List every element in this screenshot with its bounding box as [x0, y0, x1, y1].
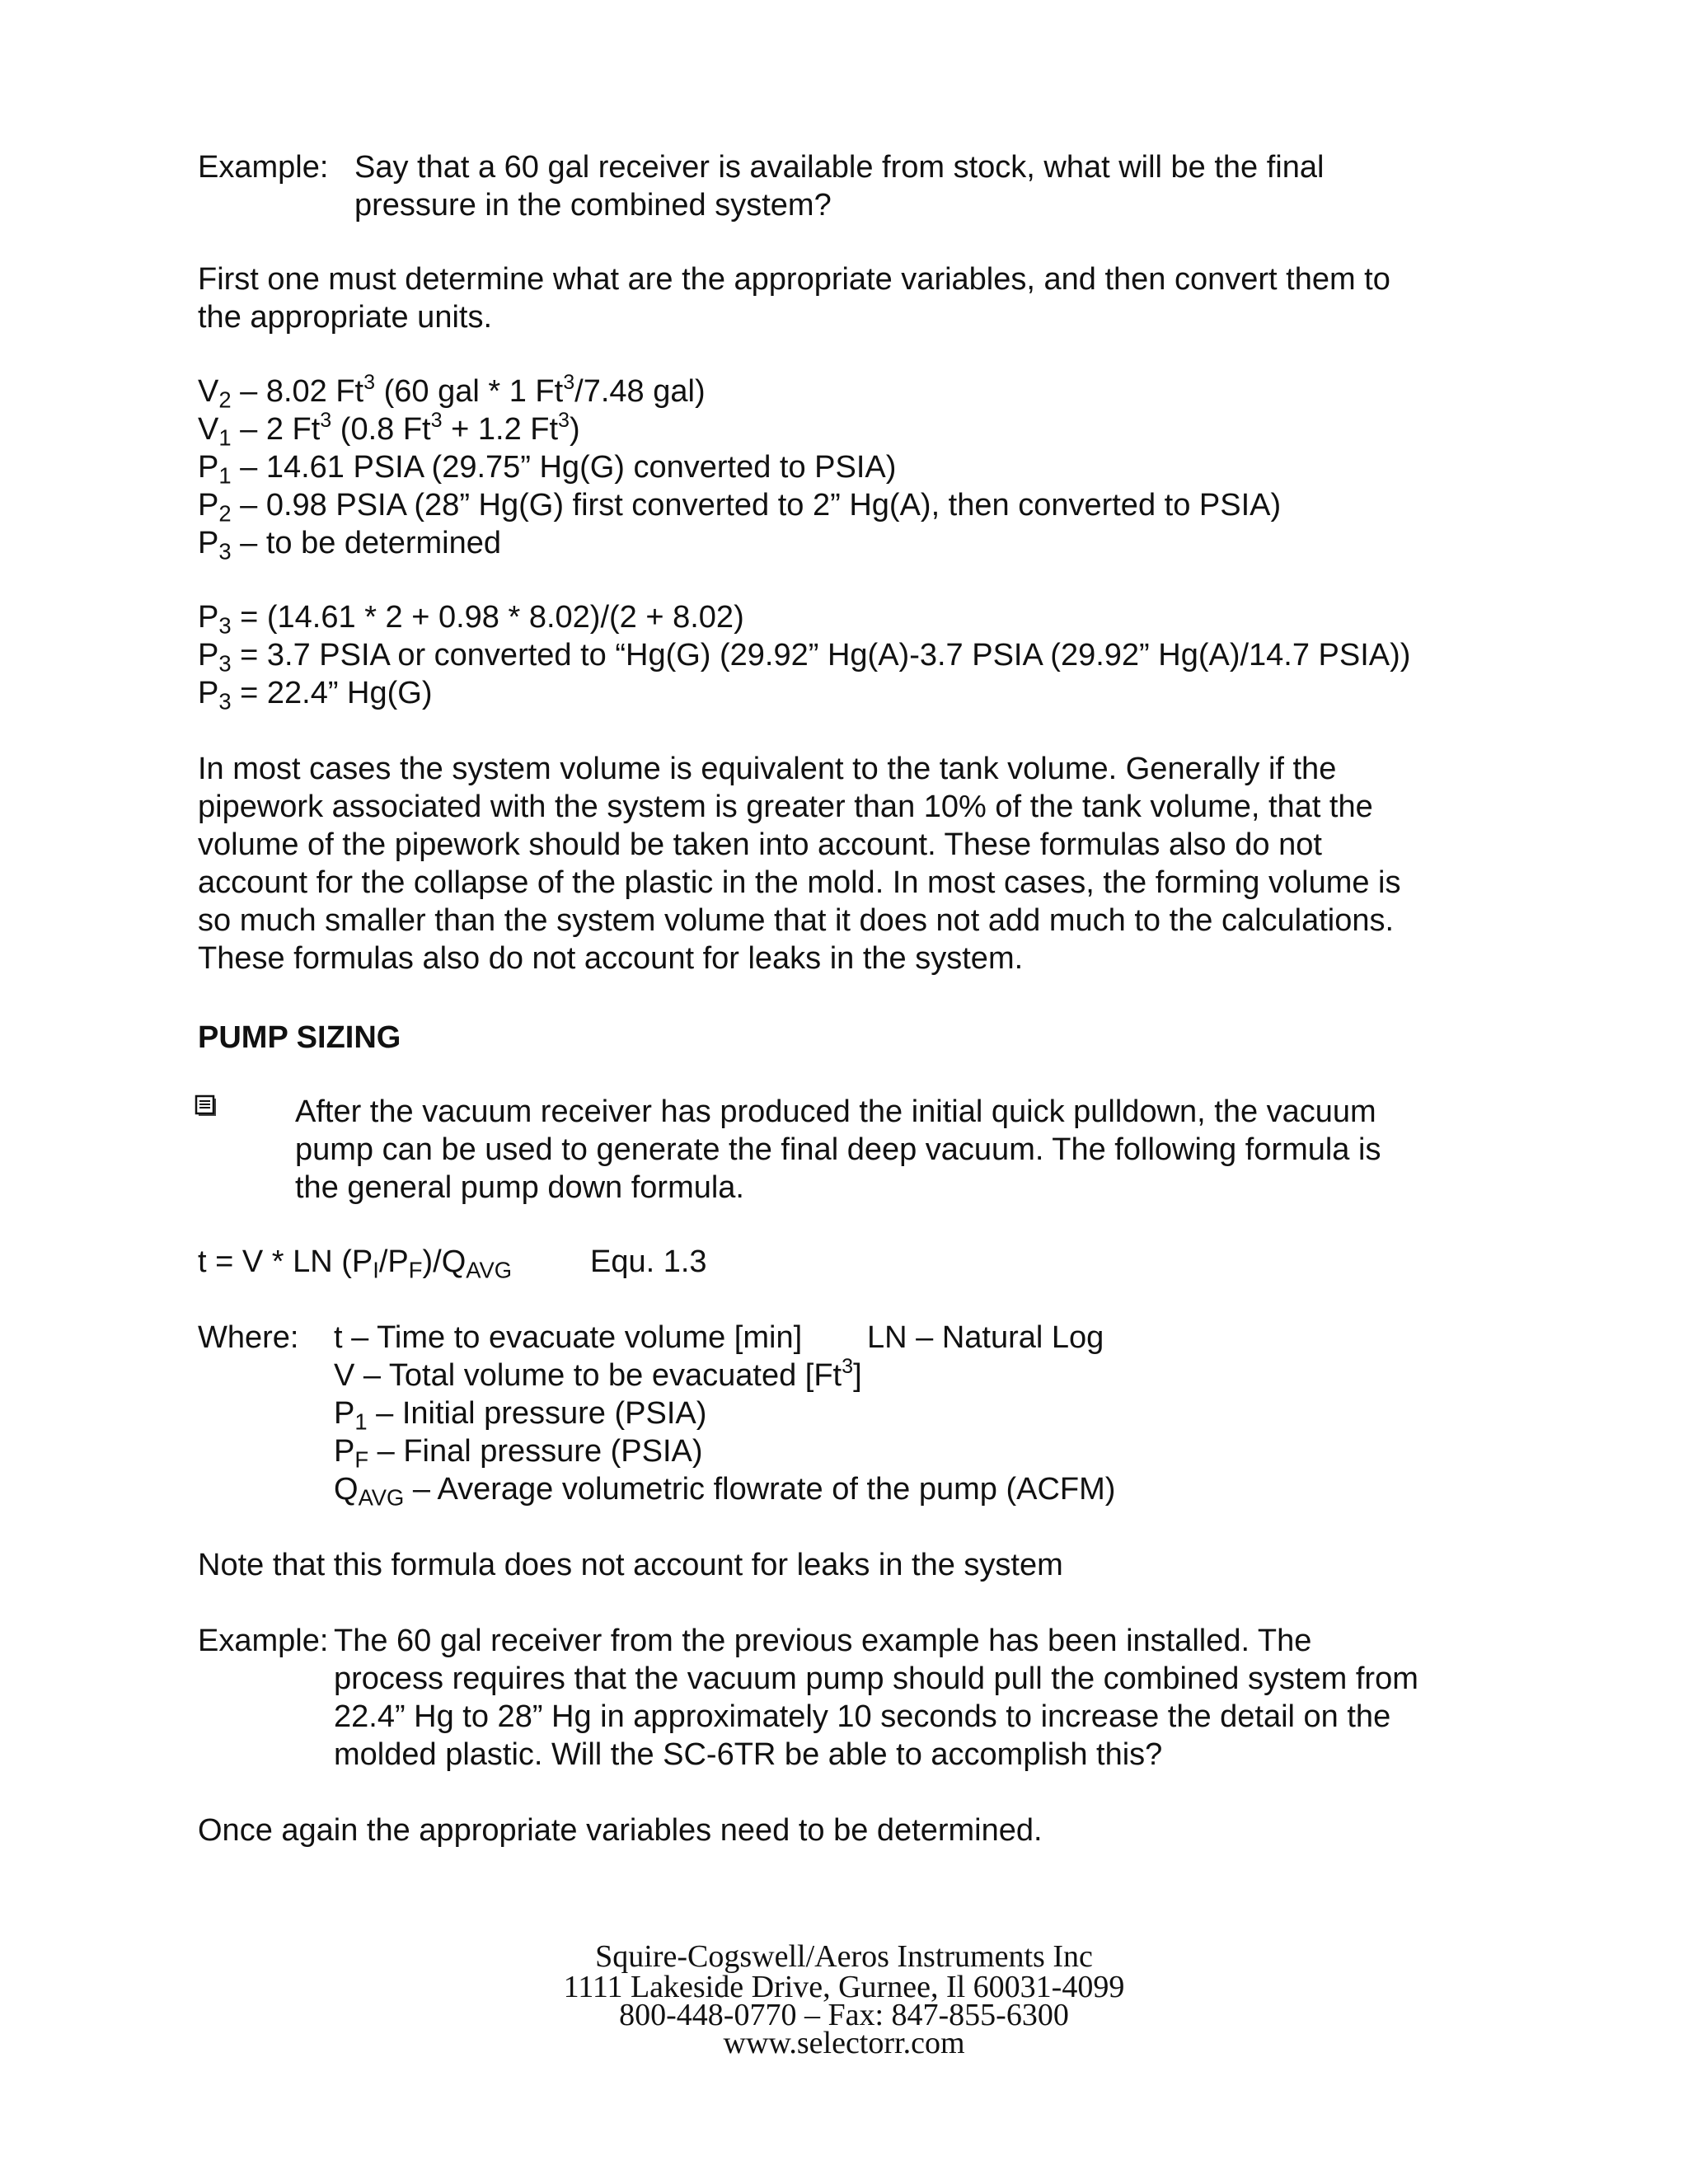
footer-phone: 800-448-0770 – Fax: 847-855-6300: [619, 1998, 1069, 2032]
calc-line: $P_3 = 22.4$” Hg(G): [198, 676, 433, 715]
paragraph-line: volume of the pipework should be taken into account. These formulas also do not: [198, 827, 1322, 862]
footer-company: Squire-Cogswell/Aeros Instruments Inc: [595, 1939, 1093, 1974]
pump-down-formula: t = V * LN $(P_I/P_F)/Q_{AVG}$: [198, 1244, 513, 1283]
example-text-line: molded plastic. Will the SC-6TR be able to accomplish this?: [334, 1737, 1163, 1772]
section-heading: PUMP SIZING: [198, 1020, 401, 1055]
paragraph-line: In most cases the system volume is equivalent to the tank volume. Generally if the: [198, 752, 1337, 786]
calc-line: $P_3 = (14.61 * 2 + 0.98 * 8.02)/(2 + 8.02)$: [198, 600, 744, 639]
paragraph-line: so much smaller than the system volume that it does not add much to the calculations.: [198, 903, 1395, 938]
example-text-line: pressure in the combined system?: [354, 188, 832, 223]
where-definition: t – Time to evacuate volume [min]: [334, 1320, 803, 1355]
intro-line: First one must determine what are the appropriate variables, and then convert them to: [198, 262, 1390, 297]
closing-text: Once again the appropriate variables need to be determined.: [198, 1813, 1043, 1848]
variable-p3: $P_3$ – to be determined: [198, 526, 502, 565]
paragraph-line: account for the collapse of the plastic in the mold. In most cases, the forming volume is: [198, 865, 1401, 900]
where-definition: LN – Natural Log: [867, 1320, 1104, 1355]
paragraph-line: These formulas also do not account for leaks in the system.: [198, 941, 1024, 976]
bullet-text-line: After the vacuum receiver has produced the initial quick pulldown, the vacuum: [295, 1094, 1376, 1129]
example-text-line: Say that a 60 gal receiver is available from stock, what will be the final: [354, 150, 1325, 185]
variable-p2: $P_2 - 0.98$ PSIA (28” Hg(G) first converted to 2” Hg(A), then converted to PSIA): [198, 488, 1282, 527]
calc-line: $P_3 = 3.7$ PSIA or converted to “Hg(G) (29.92” Hg(A)-3.7 PSIA (29.92” Hg(A)/14.7 PSIA)): [198, 638, 1411, 677]
example-text-line: process requires that the vacuum pump should pull the combined system from: [334, 1661, 1418, 1696]
example-label: Example:: [198, 1624, 329, 1658]
note-text: Note that this formula does not account for leaks in the system: [198, 1548, 1063, 1582]
variable-p1: $P_1 - 14.61$ PSIA (29.75” Hg(G) converted to PSIA): [198, 450, 897, 489]
paragraph-line: pipework associated with the system is greater than 10% of the tank volume, that the: [198, 790, 1373, 824]
where-definition: $P_1$ – Initial pressure (PSIA): [334, 1396, 707, 1435]
intro-line: the appropriate units.: [198, 300, 493, 335]
footer-address: 1111 Lakeside Drive, Gurnee, Il 60031-4099: [563, 1970, 1125, 2004]
where-definition: V – Total volume to be evacuated [Ft$^3$]: [334, 1354, 862, 1393]
variable-v1: $V_1 - 2$ Ft$^3$ (0.8 $Ft^3 + 1.2$ Ft$^3$): [198, 408, 580, 451]
footer-website: www.selectorr.com: [723, 2026, 965, 2060]
example-text-line: 22.4” Hg to 28” Hg in approximately 10 seconds to increase the detail on the: [334, 1699, 1391, 1734]
where-definition: $Q_{AVG}$ – Average volumetric flowrate of the pump (ACFM): [334, 1472, 1116, 1511]
equation-number: Equ. 1.3: [590, 1244, 707, 1279]
example-label: Example:: [198, 150, 329, 185]
bullet-text-line: the general pump down formula.: [295, 1170, 744, 1205]
checkbox-bullet-icon: [195, 1092, 219, 1117]
where-label: Where:: [198, 1320, 299, 1355]
variable-v2: $V_2 - 8.02$ Ft$^3$ (60 gal * 1 Ft$^3$/7.48 gal): [198, 370, 706, 413]
bullet-text-line: pump can be used to generate the final deep vacuum. The following formula is: [295, 1132, 1381, 1167]
where-definition: $P_F$ – Final pressure (PSIA): [334, 1434, 703, 1473]
example-text-line: The 60 gal receiver from the previous example has been installed. The: [334, 1624, 1312, 1658]
